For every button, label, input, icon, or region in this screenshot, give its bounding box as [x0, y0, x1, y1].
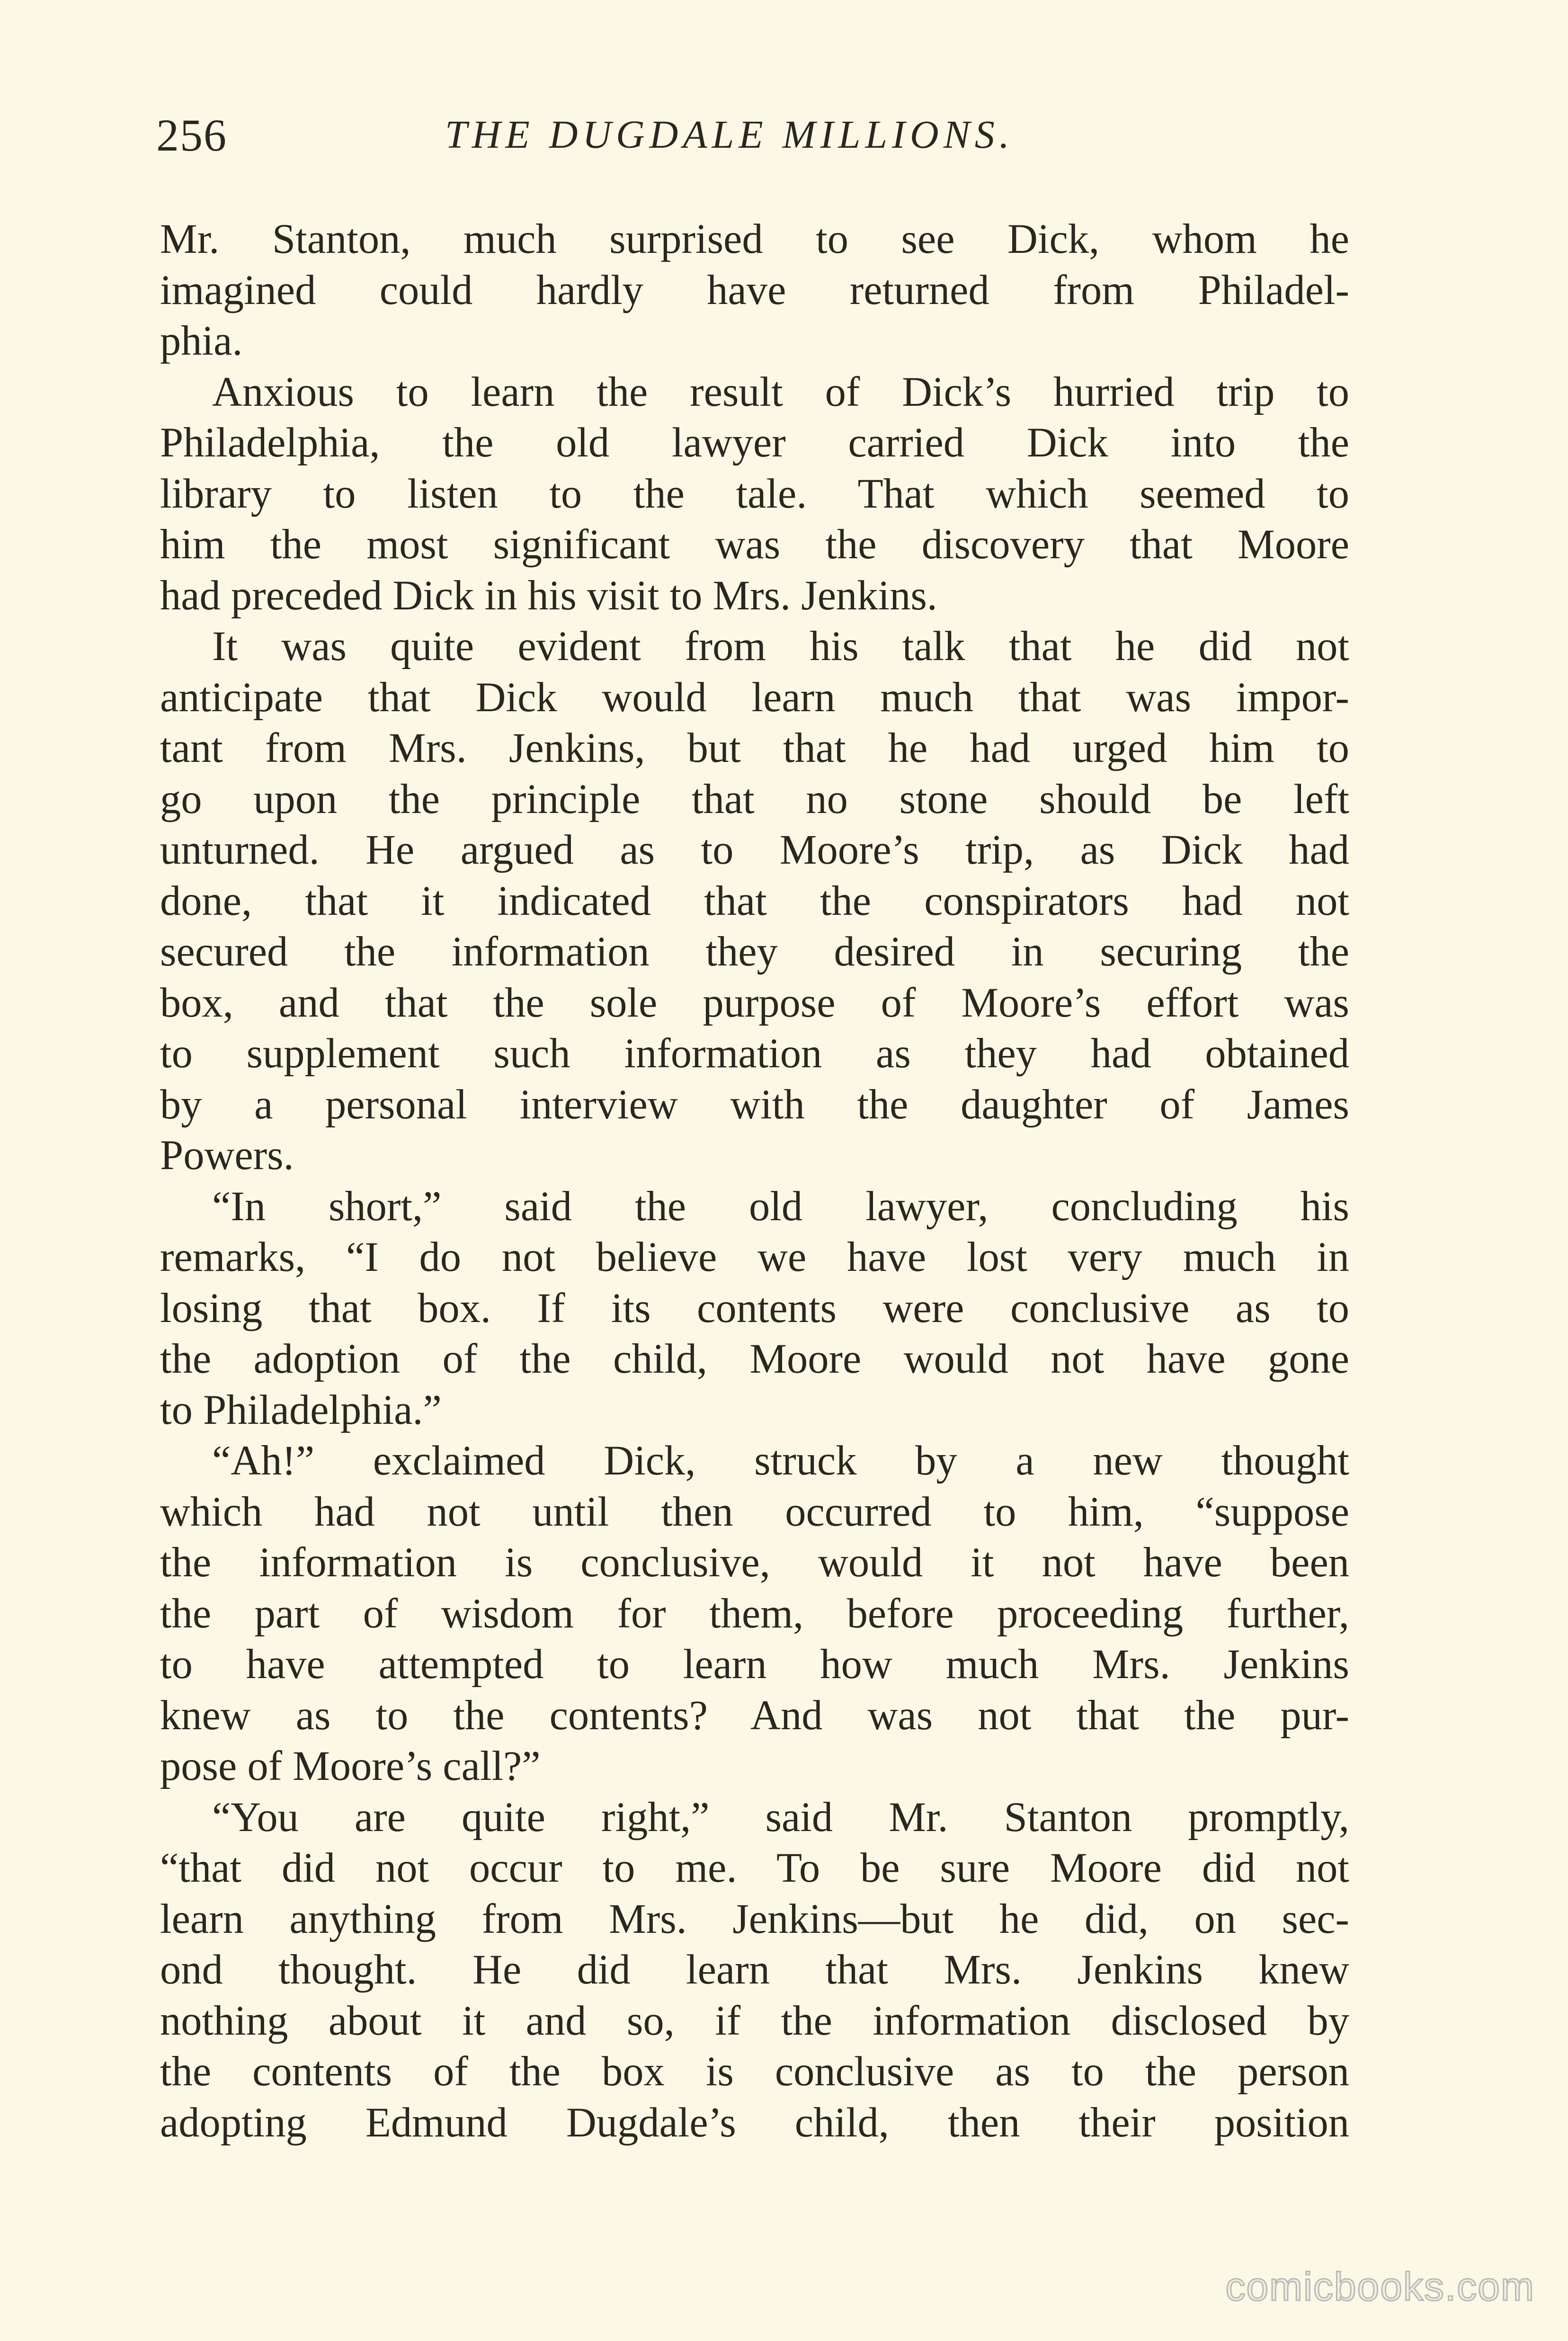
- text-line: nothing about it and so, if the information disclosed by: [160, 1997, 1349, 2044]
- text-line: unturned. He argued as to Moore’s trip, as Dick had: [160, 827, 1349, 873]
- text-line: “In short,” said the old lawyer, concluding his: [212, 1183, 1349, 1230]
- running-head: THE DUGDALE MILLIONS.: [445, 113, 1014, 157]
- text-line: remarks, “I do not believe we have lost very much in: [160, 1234, 1349, 1280]
- text-line: to have attempted to learn how much Mrs. Jenkins: [160, 1641, 1349, 1688]
- text-line: pose of Moore’s call?”: [160, 1743, 541, 1789]
- watermark: comicbooks.com: [1225, 2264, 1535, 2309]
- text-line: secured the information they desired in securing the: [160, 929, 1349, 975]
- text-line: It was quite evident from his talk that he did not: [212, 623, 1349, 670]
- text-line: anticipate that Dick would learn much that was impor-: [160, 674, 1349, 721]
- text-line: the contents of the box is conclusive as to the person: [160, 2048, 1349, 2095]
- text-line: Mr. Stanton, much surprised to see Dick, whom he: [160, 216, 1349, 262]
- text-line: ond thought. He did learn that Mrs. Jenkins knew: [160, 1947, 1349, 1993]
- text-line: had preceded Dick in his visit to Mrs. Jenkins.: [160, 572, 937, 619]
- text-line: done, that it indicated that the conspirators had not: [160, 877, 1349, 924]
- text-line: him the most significant was the discovery that Moore: [160, 521, 1349, 568]
- text-line: the adoption of the child, Moore would not have gone: [160, 1336, 1349, 1382]
- text-line: Anxious to learn the result of Dick’s hurried trip to: [212, 368, 1349, 415]
- text-line: “You are quite right,” said Mr. Stanton promptly,: [212, 1794, 1349, 1841]
- page-number: 256: [156, 110, 227, 161]
- text-line: box, and that the sole purpose of Moore’s effort was: [160, 979, 1349, 1026]
- text-line: “Ah!” exclaimed Dick, struck by a new thought: [212, 1438, 1349, 1484]
- text-line: go upon the principle that no stone should be left: [160, 776, 1349, 822]
- text-line: losing that box. If its contents were conclusive as to: [160, 1285, 1349, 1331]
- body-text: [160, 214, 1349, 2148]
- text-line: the information is conclusive, would it not have been: [160, 1539, 1349, 1586]
- text-line: Philadelphia, the old lawyer carried Dick into the: [160, 420, 1349, 466]
- text-line: which had not until then occurred to him, “suppose: [160, 1488, 1349, 1535]
- text-line: to Philadelphia.”: [160, 1386, 442, 1433]
- text-line: Powers.: [160, 1132, 294, 1179]
- text-line: phia.: [160, 318, 243, 364]
- text-line: library to listen to the tale. That which seemed to: [160, 470, 1349, 517]
- text-line: “that did not occur to me. To be sure Moore did not: [160, 1845, 1349, 1891]
- text-line: imagined could hardly have returned from Philadel-: [160, 267, 1349, 313]
- text-line: the part of wisdom for them, before proceeding further,: [160, 1590, 1349, 1637]
- text-line: adopting Edmund Dugdale’s child, then their position: [160, 2099, 1349, 2146]
- text-line: knew as to the contents? And was not that the pur-: [160, 1692, 1349, 1739]
- text-line: by a personal interview with the daughter of James: [160, 1081, 1349, 1128]
- text-line: to supplement such information as they had obtained: [160, 1030, 1349, 1077]
- text-line: tant from Mrs. Jenkins, but that he had urged him to: [160, 725, 1349, 771]
- text-line: learn anything from Mrs. Jenkins—but he did, on sec-: [160, 1895, 1349, 1942]
